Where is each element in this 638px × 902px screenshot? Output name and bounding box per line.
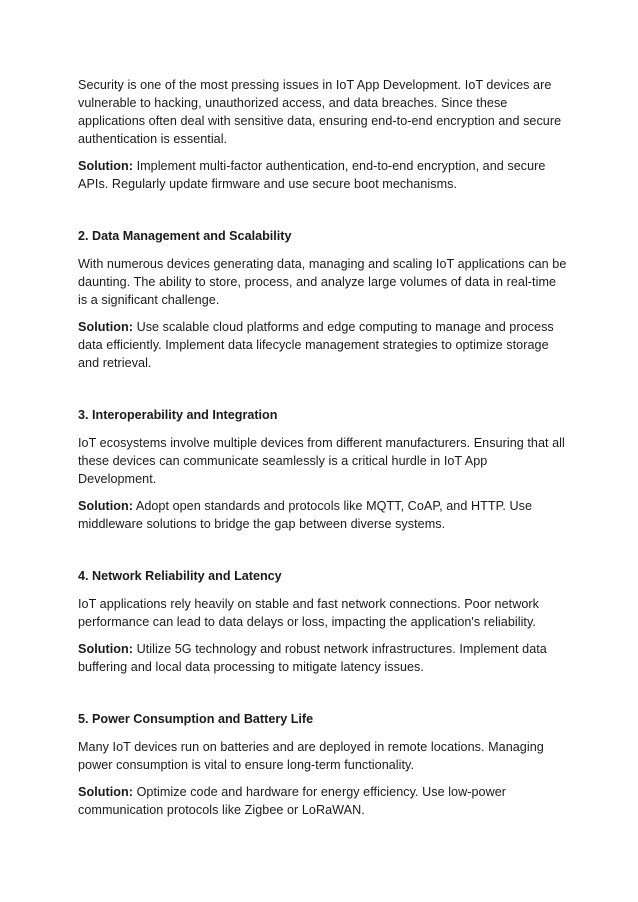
section-network-reliability [78, 567, 568, 676]
document-page [78, 76, 568, 819]
solution-label: Solution: [78, 320, 134, 334]
solution-text: Optimize code and hardware for energy efficiency. Use low-power communication protocols like Zigbee or LoRaWAN. [78, 785, 507, 817]
section-interoperability [78, 406, 568, 533]
solution-paragraph [78, 640, 568, 676]
section-paragraph: IoT ecosystems involve multiple devices from different manufacturers. Ensuring that all these devices can communicate seamlessly is a critical hurdle in IoT App Development. [78, 436, 565, 486]
section-data-management [78, 227, 568, 372]
solution-text: Utilize 5G technology and robust network infrastructures. Implement data buffering and local data processing to mitigate latency issues. [78, 642, 547, 674]
section-heading: 4. Network Reliability and Latency [78, 569, 282, 583]
section-heading: 3. Interoperability and Integration [78, 408, 278, 422]
solution-paragraph [78, 318, 568, 372]
section-power-consumption [78, 710, 568, 819]
intro-paragraph: Security is one of the most pressing issues in IoT App Development. IoT devices are vulnerable to hacking, unauthorized access, and data breaches. Since these applications often deal with sensitive data, ensuring end-to-end encryption and secure authentication is essential. [78, 78, 562, 146]
section-paragraph: With numerous devices generating data, managing and scaling IoT applications can be daunting. The ability to store, process, and analyze large volumes of data in real-time is a significant challenge. [78, 257, 567, 307]
solution-label: Solution: [78, 499, 134, 513]
solution-paragraph [78, 783, 568, 819]
section-paragraph: Many IoT devices run on batteries and are deployed in remote locations. Managing power consumption is vital to ensure long-term functionality. [78, 740, 544, 772]
section-heading: 5. Power Consumption and Battery Life [78, 712, 314, 726]
solution-label: Solution: [78, 642, 134, 656]
solution-text: Adopt open standards and protocols like MQTT, CoAP, and HTTP. Use middleware solutions to bridge the gap between diverse systems. [78, 499, 533, 531]
solution-paragraph [78, 497, 568, 533]
intro-section [78, 76, 568, 193]
section-paragraph: IoT applications rely heavily on stable and fast network connections. Poor network performance can lead to data delays or loss, impacting the application's reliability. [78, 597, 539, 629]
intro-solution-paragraph [78, 157, 568, 193]
solution-text: Implement multi-factor authentication, end-to-end encryption, and secure APIs. Regularly update firmware and use secure boot mechanisms. [78, 159, 546, 191]
solution-text: Use scalable cloud platforms and edge computing to manage and process data efficiently. Implement data lifecycle management strategies to optimize storage and retrieval. [78, 320, 554, 370]
section-heading: 2. Data Management and Scalability [78, 229, 292, 243]
solution-label: Solution: [78, 159, 134, 173]
solution-label: Solution: [78, 785, 134, 799]
